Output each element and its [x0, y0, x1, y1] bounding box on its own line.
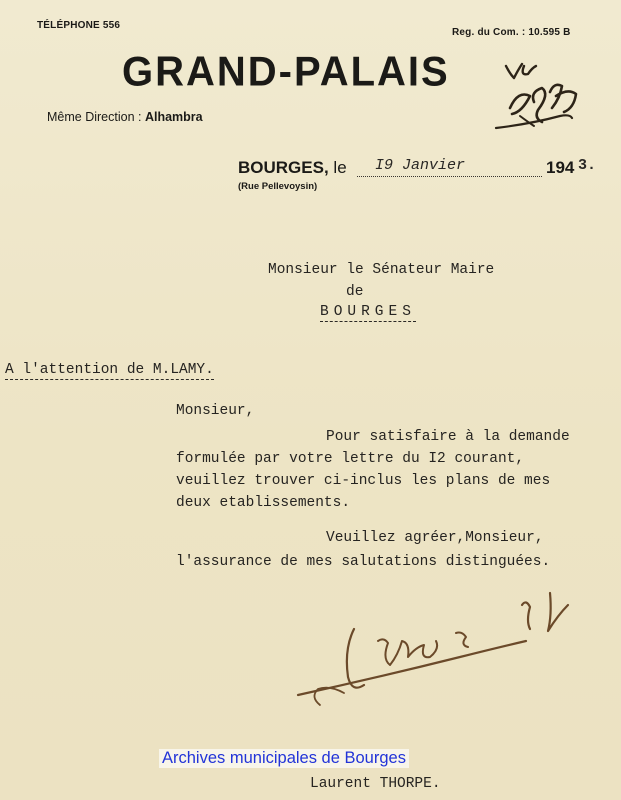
- le-word: le: [328, 158, 347, 177]
- salutation: Monsieur,: [176, 403, 255, 419]
- direction-line: [47, 110, 203, 124]
- direction-name: Alhambra: [144, 110, 203, 124]
- archive-label: Archives municipales de Bourges: [159, 749, 409, 768]
- attention-line: A l'attention de M.LAMY.: [5, 362, 214, 378]
- company-name: GRAND-PALAIS: [122, 48, 450, 96]
- telephone-number: TÉLÉPHONE 556: [37, 20, 121, 31]
- city-name: BOURGES,: [238, 158, 329, 177]
- signature: [290, 585, 590, 735]
- date-day-month: I9 Janvier: [375, 157, 466, 174]
- date-year-prefix: 194: [546, 158, 575, 177]
- direction-prefix: Même Direction :: [47, 110, 145, 124]
- body-line-3: veuillez trouver ci-inclus les plans de mes: [176, 473, 551, 489]
- signatory-name: Laurent THORPE.: [310, 776, 441, 792]
- date-year-suffix: 3.: [578, 157, 597, 174]
- recipient-line-1: Monsieur le Sénateur Maire: [268, 262, 495, 278]
- body-line-4: deux etablissements.: [176, 495, 351, 511]
- place-line: [238, 158, 347, 178]
- closing-line-1: Veuillez agréer,Monsieur,: [326, 530, 544, 546]
- body-line-1: Pour satisfaire à la demande: [326, 429, 570, 445]
- street-name: (Rue Pellevoysin): [238, 181, 318, 192]
- registry-number: Reg. du Com. : 10.595 B: [452, 27, 571, 38]
- body-line-2: formulée par votre lettre du I2 courant,: [176, 451, 525, 467]
- closing-line-2: l'assurance de mes salutations distinguées.: [176, 554, 551, 570]
- recipient-line-2: de: [346, 284, 364, 300]
- recipient-line-3: BOURGES: [320, 304, 416, 320]
- handwritten-annotation: [490, 52, 610, 152]
- date-dotted-line: [357, 176, 542, 177]
